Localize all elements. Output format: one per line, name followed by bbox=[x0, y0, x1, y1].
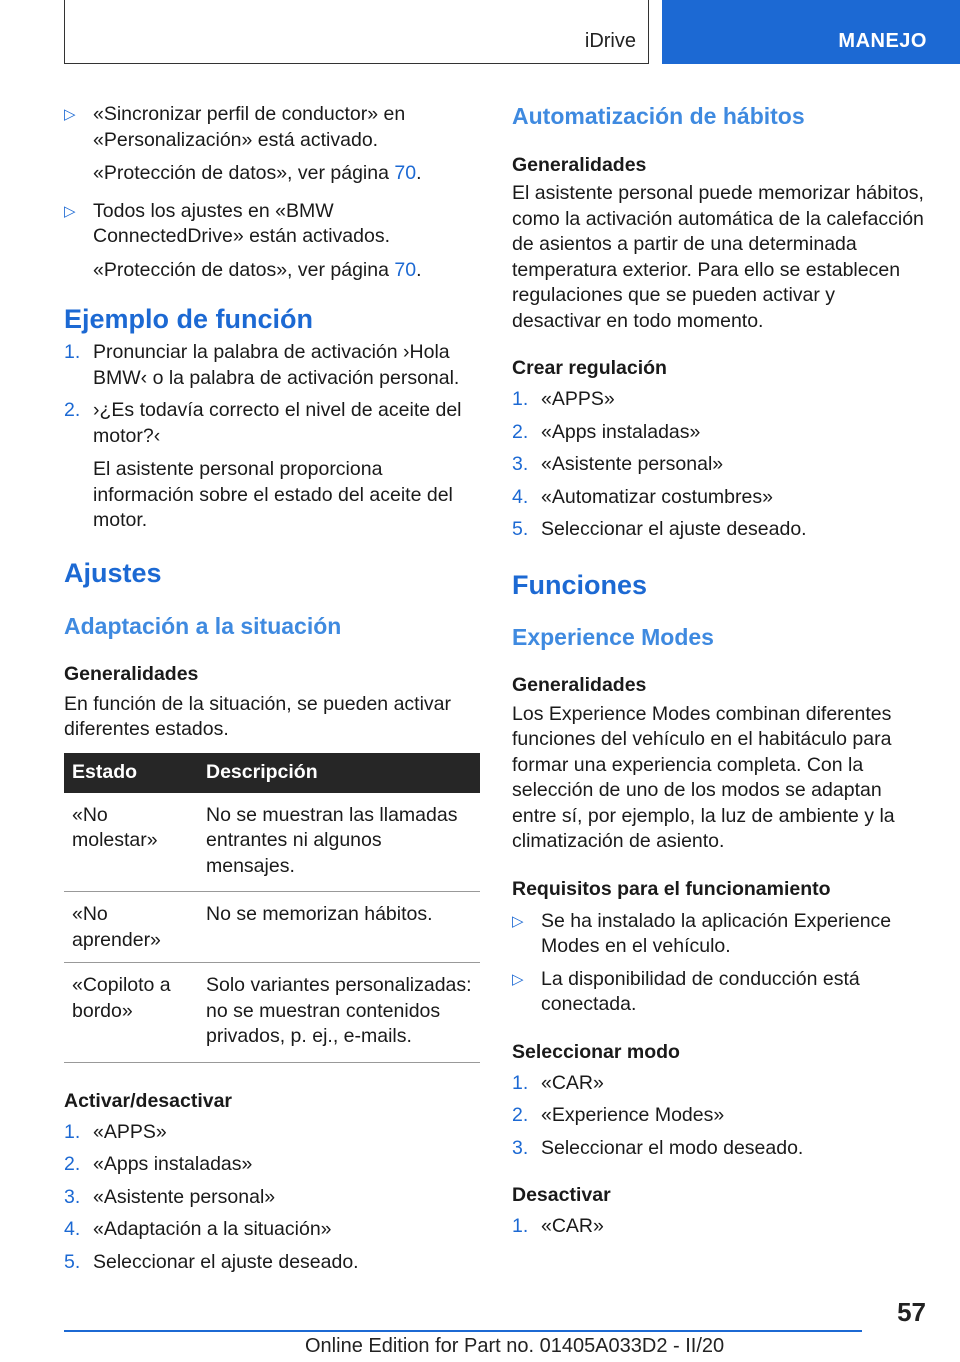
step-number: 3. bbox=[512, 453, 529, 475]
step-number: 2. bbox=[64, 1153, 81, 1175]
footer-edition: Online Edition for Part no. 01405A033D2 - II/20 bbox=[305, 1335, 725, 1357]
list-item bbox=[512, 1103, 924, 1129]
step-number: 5. bbox=[512, 518, 529, 540]
page-link[interactable]: 70 bbox=[394, 162, 417, 184]
table-cell-description: No se muestran las llamadas entrantes ni algunos mensajes. bbox=[198, 793, 480, 892]
table-header-state: Estado bbox=[64, 753, 198, 793]
step-text: «Experience Modes» bbox=[541, 1104, 725, 1126]
step-text: Pronunciar la palabra de activación ›Hola BMW‹ o la palabra de activación personal. bbox=[93, 341, 460, 389]
heading-activar: Activar/desactivar bbox=[64, 1089, 233, 1112]
list-item bbox=[512, 1136, 924, 1162]
list-item bbox=[64, 1120, 480, 1146]
habitos-paragraph: El asistente personal puede memorizar hábitos, como la activación automática de la calefacción de asientos a partir de una determinada temperatura exterior. Para ello se establecen regulaciones que se pueden activar y desactivar en todo momento. bbox=[512, 182, 924, 332]
step-text: Seleccionar el modo deseado. bbox=[541, 1136, 804, 1159]
page-link[interactable]: 70 bbox=[394, 258, 417, 281]
requirement-item bbox=[512, 967, 924, 1018]
desactivar-steps-list bbox=[512, 1214, 924, 1240]
step-number: 2. bbox=[512, 1104, 529, 1126]
modes-paragraph: Los Experience Modes combinan diferentes funciones del vehículo en el habitáculo para formar una experiencia completa. Con la selección de uno de los modos se adaptan entre sí, por ejemplo, la luz de ambiente y la climatización de asiento. bbox=[512, 702, 895, 852]
list-item bbox=[512, 1214, 924, 1240]
states-table bbox=[64, 753, 480, 1063]
triangle-right-icon: ▷ bbox=[64, 202, 76, 220]
list-item bbox=[512, 485, 924, 511]
header-chapter-tab[interactable] bbox=[662, 0, 960, 64]
step-number: 4. bbox=[512, 485, 529, 508]
section-heading-ajustes: Ajustes bbox=[64, 557, 162, 588]
list-item bbox=[64, 398, 480, 534]
crear-steps-list bbox=[512, 387, 924, 543]
footer-divider bbox=[64, 1330, 862, 1332]
list-item bbox=[64, 340, 480, 391]
step-note: El asistente personal proporciona información sobre el estado del aceite del motor. bbox=[93, 458, 453, 531]
page-number: 57 bbox=[897, 1297, 926, 1327]
table-row bbox=[64, 892, 480, 963]
header-chapter-title: MANEJO bbox=[838, 30, 927, 52]
reference-suffix: . bbox=[416, 258, 422, 281]
step-text: «Asistente personal» bbox=[541, 453, 724, 475]
table-cell-description: No se memorizan hábitos. bbox=[198, 892, 480, 963]
table-cell-description: Solo variantes personalizadas: no se muestran contenidos privados, p. ej., e-mails. bbox=[198, 963, 480, 1063]
step-number: 4. bbox=[64, 1218, 81, 1240]
list-item bbox=[64, 1250, 480, 1276]
requirement-item bbox=[64, 102, 480, 187]
step-number: 3. bbox=[512, 1136, 529, 1159]
heading-generalidades: Generalidades bbox=[64, 662, 199, 685]
reference-text: «Protección de datos», ver página bbox=[93, 258, 395, 281]
step-text: «Automatizar costumbres» bbox=[541, 485, 773, 508]
list-item bbox=[64, 1152, 480, 1178]
section-heading-ejemplo: Ejemplo de función bbox=[64, 304, 314, 334]
list-item bbox=[512, 420, 924, 446]
table-cell-state: «No molestar» bbox=[64, 793, 198, 892]
requirement-text: La disponibilidad de conducción está conectada. bbox=[541, 967, 860, 1015]
subsection-heading-adaptacion: Adaptación a la situación bbox=[64, 612, 342, 639]
step-number: 2. bbox=[64, 399, 81, 421]
list-item bbox=[64, 1217, 480, 1243]
heading-generalidades: Generalidades bbox=[512, 673, 647, 696]
section-heading-funciones: Funciones bbox=[512, 569, 648, 600]
step-text: «Apps instaladas» bbox=[541, 420, 701, 443]
step-text: «Asistente personal» bbox=[93, 1185, 276, 1208]
requirement-text: Se ha instalado la aplicación Experience Modes en el vehículo. bbox=[541, 909, 892, 957]
seleccionar-steps-list bbox=[512, 1071, 924, 1162]
list-item bbox=[512, 1071, 924, 1097]
subsection-heading-modes: Experience Modes bbox=[512, 623, 714, 650]
heading-requisitos: Requisitos para el funcionamiento bbox=[512, 877, 831, 900]
step-text: «CAR» bbox=[541, 1215, 604, 1237]
step-text: «APPS» bbox=[541, 388, 615, 410]
right-column bbox=[512, 102, 924, 1240]
requirement-reference bbox=[93, 161, 480, 187]
step-text: «CAR» bbox=[541, 1071, 604, 1094]
header-section-title: iDrive bbox=[584, 30, 636, 52]
left-column bbox=[64, 102, 480, 1275]
list-item bbox=[512, 387, 924, 413]
table-row bbox=[64, 793, 480, 892]
list-item bbox=[64, 1185, 480, 1211]
step-number: 1. bbox=[512, 388, 529, 410]
step-text: Seleccionar el ajuste deseado. bbox=[93, 1250, 359, 1273]
activar-steps-list bbox=[64, 1120, 480, 1276]
step-number: 3. bbox=[64, 1185, 81, 1208]
heading-generalidades: Generalidades bbox=[512, 154, 647, 176]
step-number: 1. bbox=[64, 341, 81, 363]
reference-suffix: . bbox=[416, 162, 422, 184]
step-text: ›¿Es todavía correcto el nivel de aceite del motor?‹ bbox=[93, 399, 462, 447]
step-text: «APPS» bbox=[93, 1120, 167, 1143]
heading-crear: Crear regulación bbox=[512, 357, 667, 379]
heading-desactivar: Desactivar bbox=[512, 1184, 611, 1206]
step-text: «Apps instaladas» bbox=[93, 1153, 253, 1175]
requirement-item bbox=[512, 909, 924, 960]
step-text: Seleccionar el ajuste deseado. bbox=[541, 518, 807, 540]
heading-seleccionar: Seleccionar modo bbox=[512, 1040, 680, 1063]
table-header-description: Descripción bbox=[198, 753, 480, 793]
header-section-box bbox=[64, 0, 649, 64]
list-item bbox=[512, 517, 924, 543]
requirement-item bbox=[64, 199, 480, 284]
step-number: 2. bbox=[512, 420, 529, 443]
triangle-right-icon: ▷ bbox=[64, 106, 76, 123]
generalidades-paragraph: En función de la situación, se pueden activar diferentes estados. bbox=[64, 692, 452, 740]
requirement-text: «Sincronizar perfil de conductor» en «Personalización» está activado. bbox=[93, 103, 406, 151]
requirement-text: Todos los ajustes en «BMW ConnectedDrive» están activados. bbox=[93, 199, 391, 247]
table-row bbox=[64, 963, 480, 1063]
subsection-heading-habitos: Automatización de hábitos bbox=[512, 103, 805, 129]
step-number: 1. bbox=[512, 1215, 529, 1237]
triangle-right-icon: ▷ bbox=[512, 912, 524, 930]
requirement-reference bbox=[93, 258, 480, 284]
step-text: «Adaptación a la situación» bbox=[93, 1218, 332, 1240]
step-number: 5. bbox=[64, 1250, 81, 1273]
reference-text: «Protección de datos», ver página bbox=[93, 162, 395, 184]
list-item bbox=[512, 452, 924, 478]
table-header-row bbox=[64, 753, 480, 793]
triangle-right-icon: ▷ bbox=[512, 970, 524, 988]
step-number: 1. bbox=[64, 1120, 81, 1143]
table-cell-state: «No aprender» bbox=[64, 892, 198, 963]
table-cell-state: «Copiloto a bordo» bbox=[64, 963, 198, 1063]
step-number: 1. bbox=[512, 1071, 529, 1094]
